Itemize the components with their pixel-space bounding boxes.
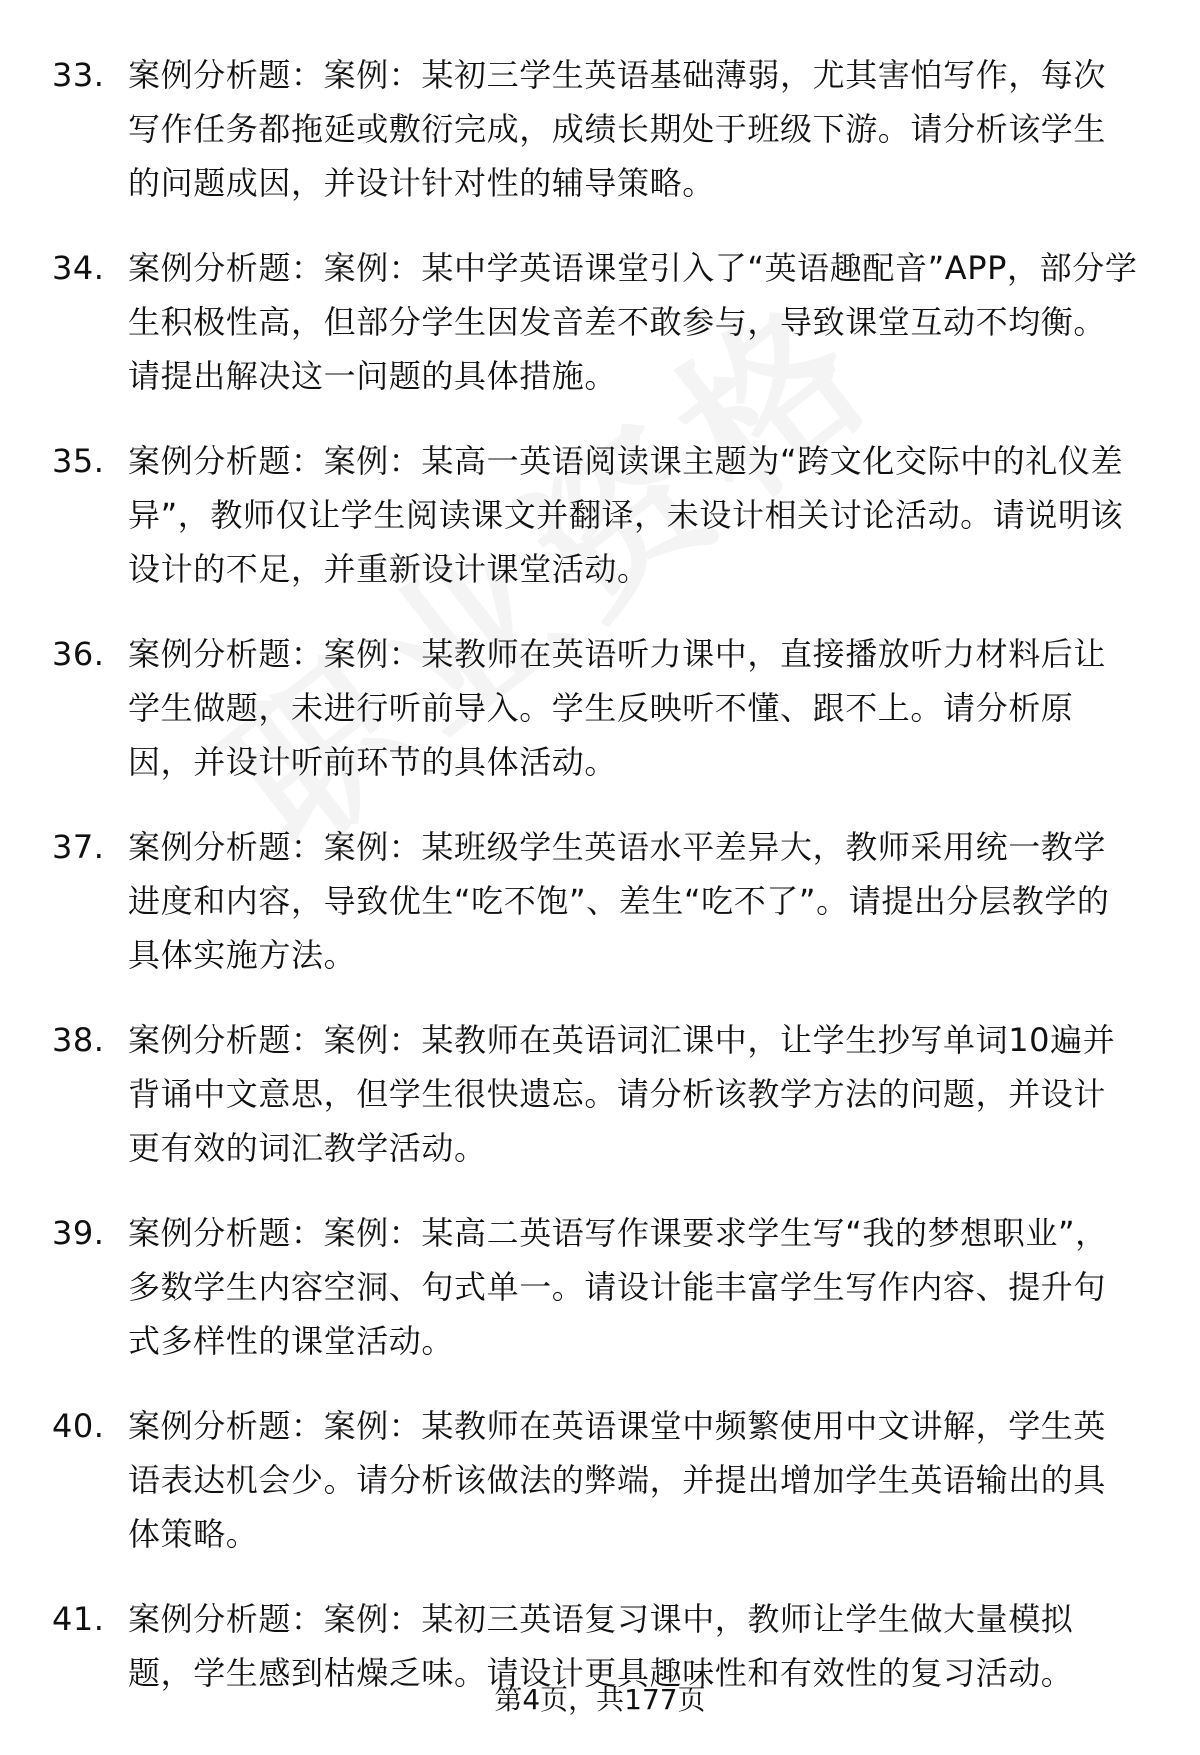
question-number: 38. xyxy=(52,1021,105,1059)
question-item xyxy=(52,434,1142,596)
question-list xyxy=(52,48,1142,1731)
question-number: 40. xyxy=(52,1407,105,1445)
question-item xyxy=(52,48,1142,210)
question-number: 34. xyxy=(52,249,105,287)
question-text: 案例分析题：案例：某初三英语复习课中，教师让学生做大量模拟题，学生感到枯燥乏味。请设计更具趣味性和有效性的复习活动。 xyxy=(128,1600,1074,1692)
page-number-footer: 第4页，共177页 xyxy=(494,1683,706,1716)
question-number: 39. xyxy=(52,1214,105,1252)
question-item xyxy=(52,1399,1142,1561)
question-text: 案例分析题：案例：某教师在英语课堂中频繁使用中文讲解，学生英语表达机会少。请分析该做法的弊端，并提出增加学生英语输出的具体策略。 xyxy=(128,1407,1107,1553)
question-item xyxy=(52,1013,1142,1175)
question-text: 案例分析题：案例：某高一英语阅读课主题为“跨文化交际中的礼仪差异”，教师仅让学生阅读课文并翻译，未设计相关讨论活动。请说明该设计的不足，并重新设计课堂活动。 xyxy=(128,442,1124,588)
question-text: 案例分析题：案例：某班级学生英语水平差异大，教师采用统一教学进度和内容，导致优生“吃不饱”、差生“吃不了”。请提出分层教学的具体实施方法。 xyxy=(128,828,1110,974)
question-text: 案例分析题：案例：某高二英语写作课要求学生写“我的梦想职业”，多数学生内容空洞、句式单一。请设计能丰富学生写作内容、提升句式多样性的课堂活动。 xyxy=(128,1214,1108,1360)
question-number: 33. xyxy=(52,56,105,94)
question-text: 案例分析题：案例：某教师在英语词汇课中，让学生抄写单词10遍并背诵中文意思，但学生很快遗忘。请分析该教学方法的问题，并设计更有效的词汇教学活动。 xyxy=(128,1021,1116,1167)
question-item xyxy=(52,1206,1142,1368)
question-text: 案例分析题：案例：某初三学生英语基础薄弱，尤其害怕写作，每次写作任务都拖延或敷衍完成，成绩长期处于班级下游。请分析该学生的问题成因，并设计针对性的辅导策略。 xyxy=(128,56,1107,202)
question-text: 案例分析题：案例：某教师在英语听力课中，直接播放听力材料后让学生做题，未进行听前导入。学生反映听不懂、跟不上。请分析原因，并设计听前环节的具体活动。 xyxy=(128,635,1107,781)
question-number: 37. xyxy=(52,828,105,866)
question-number: 41. xyxy=(52,1600,105,1638)
question-item xyxy=(52,627,1142,789)
question-text: 案例分析题：案例：某中学英语课堂引入了“英语趣配音”APP，部分学生积极性高，但部分学生因发音差不敢参与，导致课堂互动不均衡。请提出解决这一问题的具体措施。 xyxy=(128,249,1138,395)
question-number: 35. xyxy=(52,442,105,480)
question-item xyxy=(52,820,1142,982)
question-number: 36. xyxy=(52,635,105,673)
question-item xyxy=(52,241,1142,403)
